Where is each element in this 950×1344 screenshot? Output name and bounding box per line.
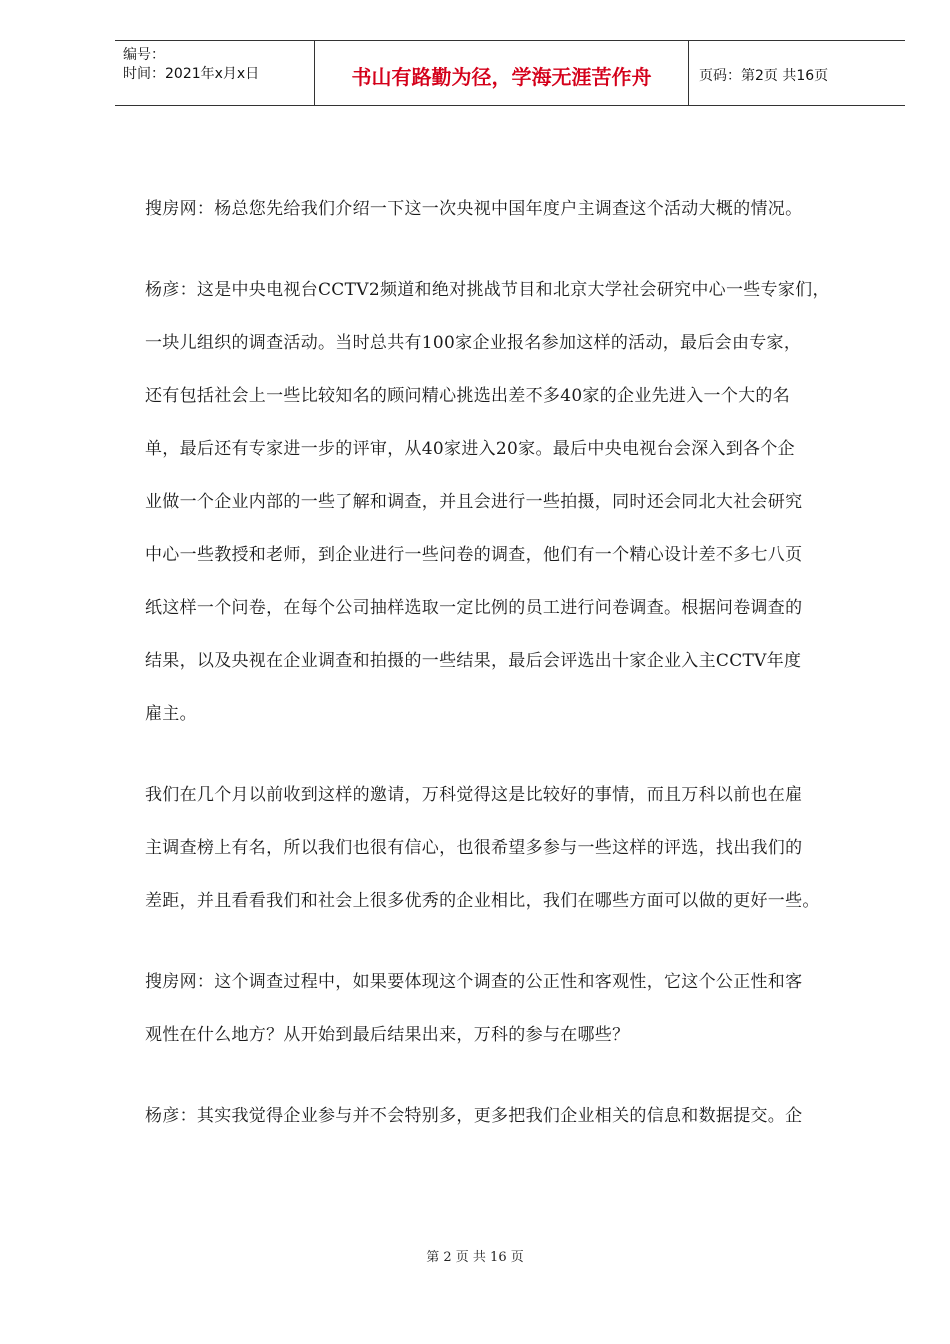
header-page-cell: [689, 41, 905, 105]
document-time-label: 时间：2021年x月x日: [123, 66, 260, 82]
page-footer: 第 2 页 共 16 页: [426, 1250, 524, 1265]
page-header: [115, 40, 905, 106]
header-meta-cell: [115, 41, 315, 105]
paragraph-fairness-answer: 杨彦：其实我觉得企业参与并不会特别多，更多把我们企业相关的信息和数据提交。企: [145, 1106, 803, 1126]
paragraph-answer-invitation: 我们在几个月以前收到这样的邀请，万科觉得这是比较好的事情，而且万科以前也在雇 主调查榜上有名，所以我们也很有信心，也很希望多参与一些这样的评选，找出我们的 差距，并且看看我们和社会上很多优秀的企业相比，我们在哪些方面可以做的更好一些。: [145, 785, 820, 911]
paragraph-fairness-question: 搜房网：这个调查过程中，如果要体现这个调查的公正性和客观性，它这个公正性和客 观性在什么地方？从开始到最后结果出来，万科的参与在哪些？: [145, 972, 803, 1045]
document-body: [145, 183, 885, 1143]
header-motto: 书山有路勤为径，学海无涯苦作舟: [351, 65, 652, 89]
paragraph-answer-activity: 杨彦：这是中央电视台CCTV2频道和绝对挑战节目和北京大学社会研究中心一些专家们， 一块儿组织的调查活动。当时总共有100家企业报名参加这样的活动，最后会由专家， 还有包括社会上一些比较知名的顾问精心挑选出差不多40家的企业先进入一个大的名 单，最后还有专家进一步的评审，从40家进入20家。最后中央电视台会深入到各个企 业做一个企业内部的一些了解和调查，并且会进行一些拍摄，同时还会同北大社会研究 中心一些教授和老师，到企业进行一些问卷的调查，他们有一个精心设计差不多七八页 纸这样一个问卷，在每个公司抽样选取一定比例的员工进行问卷调查。根据问卷调查的 结果，以及央视在企业调查和拍摄的一些结果，最后会评选出十家企业入主CCTV年度 雇主。: [145, 280, 830, 724]
header-page-info: 页码：第2页 共16页: [699, 68, 829, 84]
header-motto-cell: [315, 41, 689, 105]
document-number-label: 编号：: [123, 47, 165, 63]
paragraph-intro-question: 搜房网：杨总您先给我们介绍一下这一次央视中国年度户主调查这个活动大概的情况。: [145, 199, 803, 219]
